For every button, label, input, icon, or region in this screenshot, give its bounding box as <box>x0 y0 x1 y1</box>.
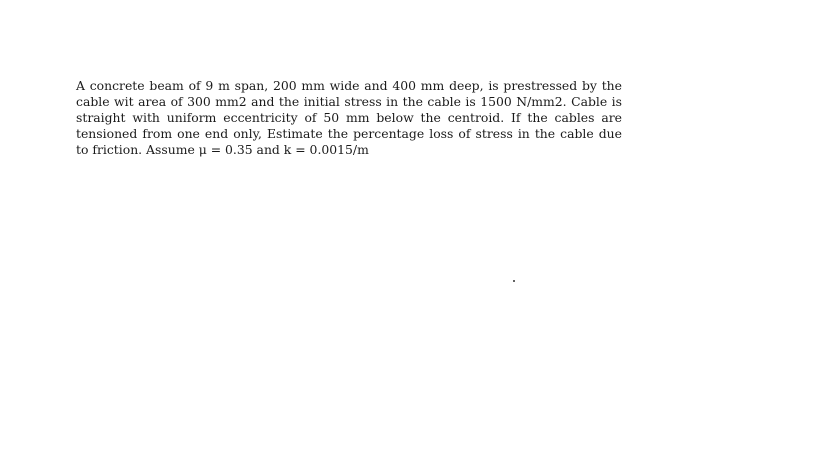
stray-dot <box>513 280 515 282</box>
question-paragraph: A concrete beam of 9 m span, 200 mm wide and 400 mm deep, is prestressed by the cable wit area of 300 mm2 and the initial stress in the cable is 1500 N/mm2. Cable is straight with uniform eccentricity of 50 mm below the centroid. If the cables are tensioned from one end only, Estimate the percentage loss of stress in the cable due to friction. Assume μ = 0.35 and k = 0.0015/m <box>76 78 622 157</box>
